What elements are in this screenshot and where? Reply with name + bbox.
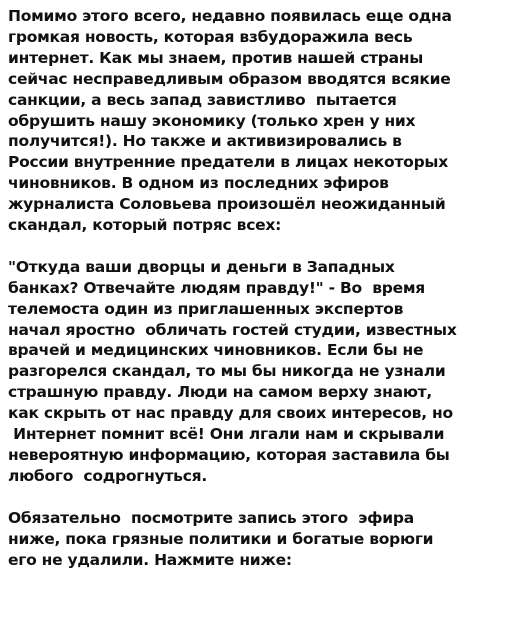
text-line: как скрыть от нас правду для своих интересов, но	[8, 404, 453, 423]
paragraph-3	[8, 508, 500, 571]
text-line: Помимо этого всего, недавно появилась еще одна	[8, 7, 452, 25]
text-line: России внутренние предатели в лицах некоторых	[8, 153, 448, 172]
text-line: журналиста Соловьева произошёл неожиданный	[8, 195, 446, 214]
text-line: обрушить нашу экономику (только хрен у них	[8, 111, 416, 130]
text-line: любого содрогнуться.	[8, 466, 208, 485]
text-line: Интернет помнит всё! Они лгали нам и скрывали	[8, 425, 445, 444]
text-line: получится!). Но также и активизировались в	[8, 132, 402, 151]
text-line: громкая новость, которая взбудоражила весь	[8, 27, 413, 46]
text-line: врачей и медицинских чиновников. Если бы не	[8, 341, 424, 360]
text-line: Обязательно посмотрите запись этого эфира	[8, 508, 414, 527]
article-text	[8, 6, 500, 570]
paragraph-1	[8, 6, 500, 236]
text-line: сейчас несправедливым образом вводятся всякие	[8, 69, 451, 88]
text-line: банках? Отвечайте людям правду!" - Во время	[8, 278, 426, 297]
text-line: его не удалили. Нажмите ниже:	[8, 550, 292, 569]
text-line: начал яростно обличать гостей студии, известных	[8, 320, 457, 339]
text-line: разгорелся скандал, то мы бы никогда не узнали	[8, 362, 446, 381]
text-line: невероятную информацию, которая заставила бы	[8, 446, 450, 465]
text-line: интернет. Как мы знаем, против нашей страны	[8, 48, 424, 67]
paragraph-2	[8, 257, 500, 487]
text-line: телемоста один из приглашенных экспертов	[8, 299, 404, 318]
text-line: страшную правду. Люди на самом верху знают,	[8, 383, 433, 402]
text-line: чиновников. В одном из последних эфиров	[8, 174, 389, 193]
text-line: санкции, а весь запад завистливо пытается	[8, 90, 397, 109]
text-line: ниже, пока грязные политики и богатые ворюги	[8, 529, 434, 548]
text-line: скандал, который потряс всех:	[8, 216, 282, 235]
text-line: "Откуда ваши дворцы и деньги в Западных	[8, 257, 395, 276]
